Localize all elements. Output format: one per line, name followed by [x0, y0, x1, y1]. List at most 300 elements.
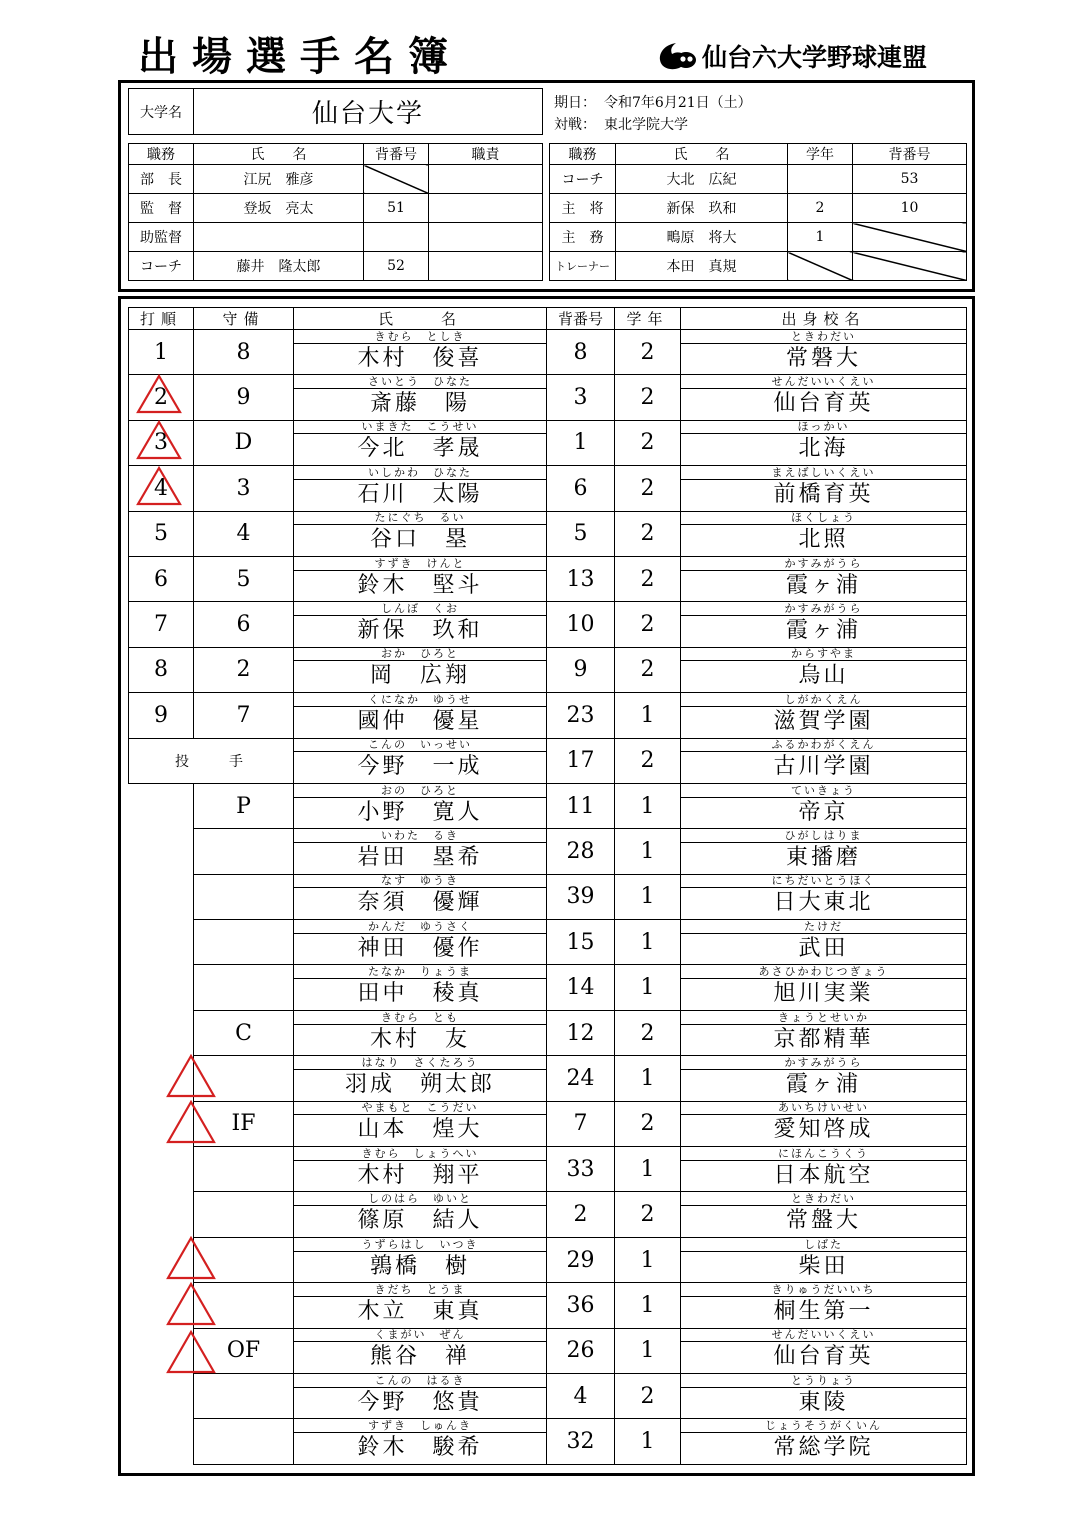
player-grade: 2: [615, 556, 681, 601]
school-name: 京都精華: [773, 1026, 874, 1052]
school-kana: あいちけいせい: [681, 1102, 966, 1115]
staff-role: 助監督: [129, 223, 194, 252]
staff-name: [194, 223, 364, 252]
staff-header-duty: 職責: [429, 144, 543, 165]
school-cell: [681, 466, 967, 511]
player-name: 鶉橋 樹: [369, 1253, 470, 1279]
school-name: 北海: [798, 436, 849, 462]
player-name-cell: [294, 693, 547, 738]
school-kana: せんだいいくえい: [681, 376, 966, 389]
player-row: [129, 330, 967, 375]
school-cell: [681, 602, 967, 647]
player-kana: くまがい ぜん: [294, 1329, 546, 1342]
player-grade: 2: [615, 420, 681, 465]
school-cell: [681, 511, 967, 556]
player-name-cell: [294, 466, 547, 511]
player-grade: 2: [615, 1373, 681, 1418]
player-kana: さいとう ひなた: [294, 376, 546, 389]
staff-right-table: [549, 143, 967, 281]
substitution-triangle-icon: [136, 374, 182, 418]
school-cell: [681, 1419, 967, 1464]
league-name: 仙台六大学野球連盟: [702, 43, 928, 72]
defense-position: 6: [194, 602, 294, 647]
staff-role: 監 督: [129, 194, 194, 223]
university-table: [128, 88, 543, 135]
staff-header-name: 氏 名: [616, 144, 788, 165]
position-blank: [194, 965, 294, 1010]
staff-number: 53: [853, 165, 967, 194]
player-grade: 2: [615, 511, 681, 556]
staff-name: 本田 真規: [616, 252, 788, 281]
staff-duty: [429, 252, 543, 281]
player-kana: うずらはし いつき: [294, 1239, 546, 1252]
player-kana: かんだ ゆうさく: [294, 921, 546, 934]
player-name: 羽成 朔太郎: [344, 1071, 495, 1097]
defense-position: 9: [194, 375, 294, 420]
player-number: 9: [547, 647, 615, 692]
date-label: 期日：: [554, 95, 596, 111]
player-row: [129, 1147, 967, 1192]
university-label: 大学名: [129, 89, 194, 135]
staff-name: 登坂 亮太: [194, 194, 364, 223]
player-number: 39: [547, 874, 615, 919]
school-name: 仙台育英: [773, 1344, 874, 1370]
player-kana: しのはら ゆいと: [294, 1193, 546, 1206]
school-cell: [681, 965, 967, 1010]
staff-header-number: 背番号: [364, 144, 429, 165]
player-row: [129, 1192, 967, 1237]
league-header: [656, 38, 927, 74]
staff-role: 主 務: [550, 223, 616, 252]
position-group: P: [194, 783, 294, 828]
order-blank: [129, 1010, 194, 1055]
player-kana: おの ひろと: [294, 785, 546, 798]
player-grade: 1: [615, 1237, 681, 1282]
staff-name: 鴫原 将大: [616, 223, 788, 252]
player-row: [129, 829, 967, 874]
player-name: 斎藤 陽: [369, 391, 470, 417]
staff-header-grade: 学年: [788, 144, 853, 165]
player-row: [129, 466, 967, 511]
player-grade: 1: [615, 920, 681, 965]
player-name: 木村 翔平: [357, 1162, 483, 1188]
player-name-cell: [294, 647, 547, 692]
staff-name: 大北 広紀: [616, 165, 788, 194]
player-kana: くになか ゆうせ: [294, 694, 546, 707]
player-kana: いまきた こうせい: [294, 421, 546, 434]
batting-order: 3: [129, 420, 194, 465]
school-kana: かすみがうら: [681, 603, 966, 616]
position-group: OF: [194, 1328, 294, 1373]
player-name-cell: [294, 1192, 547, 1237]
player-row: [129, 375, 967, 420]
school-name: 日本航空: [773, 1162, 874, 1188]
substitution-triangle-icon: [166, 1282, 216, 1330]
school-name: 常総学院: [773, 1435, 874, 1461]
school-name: 日大東北: [773, 890, 874, 916]
player-row: [129, 738, 967, 783]
school-cell: [681, 1147, 967, 1192]
roster-table: [128, 307, 967, 1465]
league-logo-icon: [656, 41, 698, 71]
staff-role: 部 長: [129, 165, 194, 194]
player-grade: 1: [615, 1056, 681, 1101]
batting-order: 4: [129, 466, 194, 511]
roster-header-grade: 学年: [615, 308, 681, 330]
staff-number-empty: [364, 165, 429, 194]
staff-header-number: 背番号: [853, 144, 967, 165]
player-name: 國仲 優星: [357, 708, 483, 734]
player-name: 鈴木 駿希: [357, 1435, 483, 1461]
player-row: [129, 693, 967, 738]
player-name-cell: [294, 829, 547, 874]
school-cell: [681, 920, 967, 965]
player-name: 今野 悠貴: [357, 1389, 483, 1415]
player-grade: 2: [615, 647, 681, 692]
player-row: [129, 1373, 967, 1418]
player-row: [129, 1010, 967, 1055]
school-name: 北照: [798, 527, 849, 553]
school-kana: きりゅうだいいち: [681, 1284, 966, 1297]
order-blank: [129, 1192, 194, 1237]
player-number: 6: [547, 466, 615, 511]
player-row: [129, 1419, 967, 1464]
player-number: 36: [547, 1283, 615, 1328]
roster-header-name: 氏 名: [294, 308, 547, 330]
player-name-cell: [294, 1010, 547, 1055]
player-name-cell: [294, 556, 547, 601]
defense-position: D: [194, 420, 294, 465]
position-blank: [194, 829, 294, 874]
player-name: 木立 東真: [357, 1298, 483, 1324]
school-kana: ときわだい: [681, 1193, 966, 1206]
match-date: 令和7年6月21日（土）: [604, 95, 752, 111]
player-name-cell: [294, 920, 547, 965]
staff-number: [364, 223, 429, 252]
position-group: IF: [194, 1101, 294, 1146]
player-number: 8: [547, 330, 615, 375]
university-name: 仙台大学: [194, 89, 543, 135]
player-name-cell: [294, 330, 547, 375]
player-row: [129, 1101, 967, 1146]
player-row: [129, 602, 967, 647]
player-number: 5: [547, 511, 615, 556]
player-row: [129, 1056, 967, 1101]
player-number: 24: [547, 1056, 615, 1101]
player-name-cell: [294, 965, 547, 1010]
staff-number-empty: [853, 223, 967, 252]
player-kana: いわた るき: [294, 830, 546, 843]
school-cell: [681, 1283, 967, 1328]
defense-position: 8: [194, 330, 294, 375]
opponent-label: 対戦：: [554, 117, 596, 133]
player-number: 26: [547, 1328, 615, 1373]
school-cell: [681, 738, 967, 783]
school-kana: しがかくえん: [681, 694, 966, 707]
player-name: 田中 稜真: [357, 981, 483, 1007]
player-name-cell: [294, 1101, 547, 1146]
staff-duty: [429, 165, 543, 194]
player-row: [129, 965, 967, 1010]
player-name: 石川 太陽: [357, 481, 483, 507]
staff-name: 江尻 雅彦: [194, 165, 364, 194]
staff-name: 新保 玖和: [616, 194, 788, 223]
match-info: [554, 92, 752, 136]
school-name: 古川学園: [773, 754, 874, 780]
player-kana: たにぐち るい: [294, 512, 546, 525]
player-number: 2: [547, 1192, 615, 1237]
staff-role: コーチ: [550, 165, 616, 194]
school-name: 霞ヶ浦: [785, 572, 861, 598]
school-cell: [681, 647, 967, 692]
player-name-cell: [294, 420, 547, 465]
school-kana: あさひかわじつぎょう: [681, 966, 966, 979]
player-grade: 1: [615, 829, 681, 874]
defense-position: 2: [194, 647, 294, 692]
school-kana: かすみがうら: [681, 1057, 966, 1070]
school-kana: せんだいいくえい: [681, 1329, 966, 1342]
substitution-triangle-icon: [166, 1236, 216, 1284]
player-name-cell: [294, 511, 547, 556]
staff-role: トレーナー: [550, 252, 616, 281]
player-name: 神田 優作: [357, 935, 483, 961]
batting-order: 8: [129, 647, 194, 692]
school-name: 東陵: [798, 1389, 849, 1415]
player-grade: 1: [615, 693, 681, 738]
school-name: 柴田: [798, 1253, 849, 1279]
school-kana: ふるかわがくえん: [681, 739, 966, 752]
player-grade: 1: [615, 1147, 681, 1192]
school-name: 旭川実業: [773, 981, 874, 1007]
player-name: 木村 俊喜: [357, 345, 483, 371]
staff-number: 52: [364, 252, 429, 281]
player-grade: 2: [615, 330, 681, 375]
player-grade: 2: [615, 1010, 681, 1055]
player-name: 谷口 塁: [369, 527, 470, 553]
player-row: [129, 920, 967, 965]
school-kana: ほっかい: [681, 421, 966, 434]
player-row: [129, 647, 967, 692]
staff-header-name: 氏 名: [194, 144, 364, 165]
player-number: 12: [547, 1010, 615, 1055]
batting-order: 1: [129, 330, 194, 375]
player-row: [129, 874, 967, 919]
player-kana: きだち とうま: [294, 1284, 546, 1297]
school-name: 霞ヶ浦: [785, 618, 861, 644]
position-blank: [194, 1419, 294, 1464]
school-name: 桐生第一: [773, 1298, 874, 1324]
school-cell: [681, 1101, 967, 1146]
player-row: [129, 1283, 967, 1328]
player-row: [129, 511, 967, 556]
player-name-cell: [294, 1373, 547, 1418]
player-kana: おか ひろと: [294, 648, 546, 661]
player-name-cell: [294, 1237, 547, 1282]
player-grade: 2: [615, 602, 681, 647]
order-blank: [129, 920, 194, 965]
school-kana: かすみがうら: [681, 558, 966, 571]
school-cell: [681, 1192, 967, 1237]
player-name-cell: [294, 783, 547, 828]
player-number: 3: [547, 375, 615, 420]
player-kana: たなか りょうま: [294, 966, 546, 979]
player-number: 29: [547, 1237, 615, 1282]
player-kana: すずき しゅんき: [294, 1420, 546, 1433]
player-kana: すずき けんと: [294, 558, 546, 571]
roster-header-position: 守備: [194, 308, 294, 330]
player-name-cell: [294, 1147, 547, 1192]
school-kana: ひがしはりま: [681, 830, 966, 843]
school-name: 東播磨: [785, 844, 861, 870]
school-cell: [681, 829, 967, 874]
player-row: [129, 783, 967, 828]
school-cell: [681, 1237, 967, 1282]
order-blank: [129, 1419, 194, 1464]
school-name: 常磐大: [785, 345, 861, 371]
player-kana: こんの はるき: [294, 1375, 546, 1388]
player-name-cell: [294, 1283, 547, 1328]
player-name: 新保 玖和: [357, 618, 483, 644]
player-number: 1: [547, 420, 615, 465]
order-blank: [129, 829, 194, 874]
player-name: 木村 友: [369, 1026, 470, 1052]
staff-name: 藤井 隆太郎: [194, 252, 364, 281]
school-kana: とうりょう: [681, 1375, 966, 1388]
player-grade: 1: [615, 1328, 681, 1373]
player-grade: 2: [615, 1101, 681, 1146]
player-name-cell: [294, 375, 547, 420]
page-title: 出場選手名簿: [138, 34, 462, 80]
school-kana: にちだいとうほく: [681, 875, 966, 888]
defense-position: 5: [194, 556, 294, 601]
school-cell: [681, 874, 967, 919]
player-row: [129, 556, 967, 601]
school-cell: [681, 1328, 967, 1373]
player-grade: 1: [615, 874, 681, 919]
player-name: 今野 一成: [357, 754, 483, 780]
player-kana: きむら しょうへい: [294, 1148, 546, 1161]
substitution-triangle-icon: [136, 466, 182, 510]
pitcher-label: 投 手: [129, 738, 294, 783]
player-grade: 2: [615, 1192, 681, 1237]
order-blank: [129, 783, 194, 828]
player-grade: 2: [615, 375, 681, 420]
player-number: 11: [547, 783, 615, 828]
school-name: 烏山: [798, 663, 849, 689]
player-number: 10: [547, 602, 615, 647]
substitution-triangle-icon: [166, 1054, 216, 1102]
position-blank: [194, 1192, 294, 1237]
school-cell: [681, 783, 967, 828]
school-cell: [681, 1056, 967, 1101]
player-name-cell: [294, 1056, 547, 1101]
staff-number: 51: [364, 194, 429, 223]
school-cell: [681, 1010, 967, 1055]
opponent-name: 東北学院大学: [604, 117, 688, 133]
substitution-triangle-icon: [136, 420, 182, 464]
roster-header-number: 背番号: [547, 308, 615, 330]
player-name: 岩田 塁希: [357, 844, 483, 870]
school-cell: [681, 330, 967, 375]
player-number: 4: [547, 1373, 615, 1418]
school-name: 仙台育英: [773, 391, 874, 417]
player-number: 14: [547, 965, 615, 1010]
player-grade: 1: [615, 783, 681, 828]
player-kana: きむら とも: [294, 1012, 546, 1025]
staff-duty: [429, 223, 543, 252]
defense-position: 4: [194, 511, 294, 556]
school-kana: からすやま: [681, 648, 966, 661]
school-kana: ほくしょう: [681, 512, 966, 525]
school-kana: にほんこうくう: [681, 1148, 966, 1161]
order-blank: [129, 874, 194, 919]
substitution-triangle-icon: [166, 1100, 216, 1148]
school-name: 霞ヶ浦: [785, 1071, 861, 1097]
roster-header-school: 出身校名: [681, 308, 967, 330]
player-number: 33: [547, 1147, 615, 1192]
batting-order: 2: [129, 375, 194, 420]
player-name-cell: [294, 1328, 547, 1373]
staff-grade: 2: [788, 194, 853, 223]
player-kana: しんぼ くお: [294, 603, 546, 616]
player-name: 今北 孝晟: [357, 436, 483, 462]
player-number: 17: [547, 738, 615, 783]
player-name-cell: [294, 602, 547, 647]
player-name: 岡 広翔: [369, 663, 470, 689]
staff-number-empty: [853, 252, 967, 281]
roster-header-order: 打順: [129, 308, 194, 330]
player-name-cell: [294, 738, 547, 783]
order-blank: [129, 1147, 194, 1192]
batting-order: 9: [129, 693, 194, 738]
staff-left-table: [128, 143, 543, 281]
school-cell: [681, 693, 967, 738]
staff-grade: 1: [788, 223, 853, 252]
player-number: 15: [547, 920, 615, 965]
school-kana: しばた: [681, 1239, 966, 1252]
school-name: 武田: [798, 935, 849, 961]
player-number: 13: [547, 556, 615, 601]
player-name-cell: [294, 874, 547, 919]
player-kana: やまもと こうだい: [294, 1102, 546, 1115]
school-cell: [681, 556, 967, 601]
player-number: 28: [547, 829, 615, 874]
school-kana: ていきょう: [681, 785, 966, 798]
school-name: 前橋育英: [773, 481, 874, 507]
player-name: 小野 寛人: [357, 799, 483, 825]
player-row: [129, 1237, 967, 1282]
player-grade: 2: [615, 466, 681, 511]
school-name: 滋賀学園: [773, 708, 874, 734]
player-kana: こんの いっせい: [294, 739, 546, 752]
player-kana: はなり さくたろう: [294, 1057, 546, 1070]
school-cell: [681, 420, 967, 465]
staff-grade: [788, 165, 853, 194]
player-name: 熊谷 禅: [369, 1344, 470, 1370]
school-cell: [681, 375, 967, 420]
player-kana: いしかわ ひなた: [294, 467, 546, 480]
batting-order: 6: [129, 556, 194, 601]
staff-header-role: 職務: [550, 144, 616, 165]
position-blank: [194, 920, 294, 965]
school-kana: じょうそうがくいん: [681, 1420, 966, 1433]
batting-order: 7: [129, 602, 194, 647]
defense-position: 7: [194, 693, 294, 738]
player-kana: きむら としき: [294, 331, 546, 344]
order-blank: [129, 1373, 194, 1418]
player-row: [129, 1328, 967, 1373]
school-kana: ときわだい: [681, 331, 966, 344]
